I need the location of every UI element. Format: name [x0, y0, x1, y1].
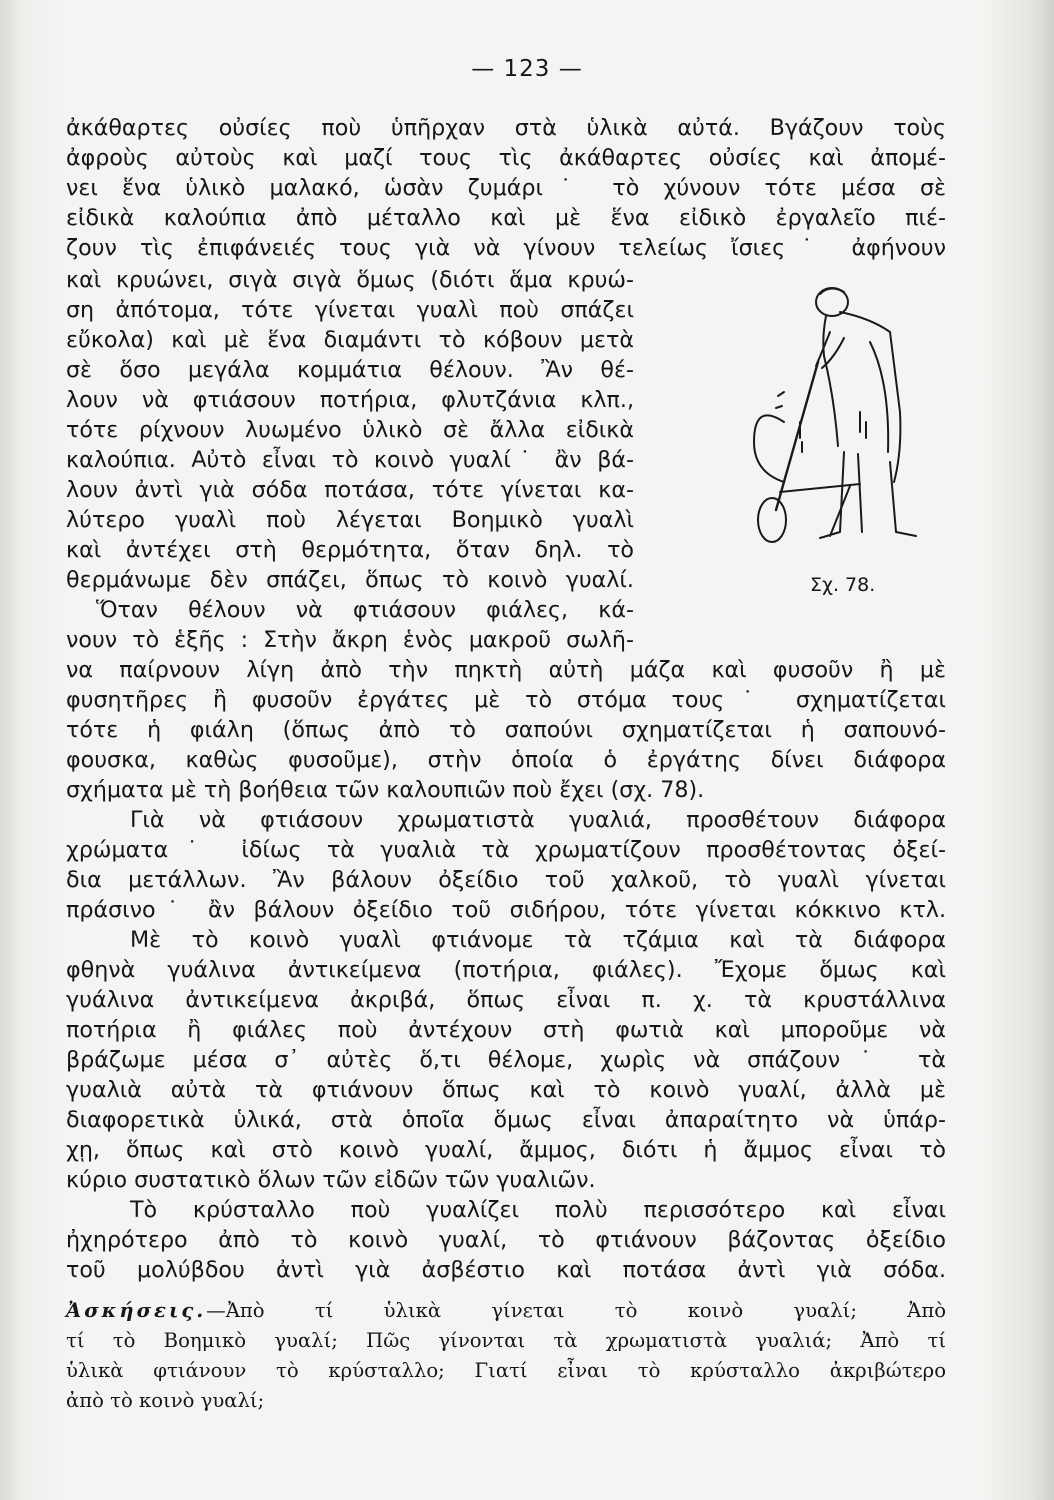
glassblower-illustration: [740, 272, 940, 562]
body-line: καὶ ἀντέχει στὴ θερμότητα, ὅταν δηλ. τὸ: [66, 537, 634, 563]
body-line: ση ἀπότομα, τότε γίνεται γυαλὶ ποὺ σπάζει: [66, 297, 634, 323]
body-line: Γιὰ νὰ φτιάσουν χρωματιστὰ γυαλιά, προσθέτουν διάφορα: [130, 807, 946, 833]
body-line: λύτερο γυαλὶ ποὺ λέγεται Βοημικὸ γυαλὶ: [66, 507, 634, 533]
body-line: ποτήρια ἢ φιάλες ποὺ ἀντέχουν στὴ φωτιὰ καὶ μποροῦμε νὰ: [66, 1017, 946, 1043]
body-line: εἰδικὰ καλούπια ἀπὸ μέταλλο καὶ μὲ ἕνα εἰδικὸ ἐργαλεῖο πιέ-: [66, 205, 946, 231]
body-line: βράζωμε μέσα σ᾿ αὐτὲς ὅ,τι θέλομε, χωρὶς νὰ σπάζουν˙ τὰ: [66, 1047, 946, 1073]
body-line: καὶ κρυώνει, σιγὰ σιγὰ ὅμως (διότι ἅμα κρυώ-: [66, 267, 634, 293]
body-line: γυάλινα ἀντικείμενα ἀκριβά, ὅπως εἶναι π. χ. τὰ κρυστάλλινα: [66, 987, 946, 1013]
exercise-text: —Ἀπὸ τί ὑλικὰ γίνεται τὸ κοινὸ γυαλί; Ἀπὸ: [206, 1299, 946, 1322]
body-line: λουν νὰ φτιάσουν ποτήρια, φλυτζάνια κλπ.,: [66, 387, 634, 413]
body-line: πράσινο˙ ἂν βάλουν ὀξείδιο τοῦ σιδήρου, τότε γίνεται κόκκινο κτλ.: [66, 897, 946, 923]
body-line: κύριο συστατικὸ ὅλων τῶν εἰδῶν τῶν γυαλιῶν.: [66, 1167, 596, 1193]
body-line: τότε ρίχνουν λυωμένο ὑλικὸ σὲ ἄλλα εἰδικὰ: [66, 417, 634, 443]
figure-caption: Σχ. 78.: [810, 574, 876, 596]
body-line: χρώματα˙ ἰδίως τὰ γυαλιὰ τὰ χρωματίζουν προσθέτοντας ὀξεί-: [66, 837, 946, 863]
body-line: Ὅταν θέλουν νὰ φτιάσουν φιάλες, κά-: [96, 597, 634, 623]
body-line: καλούπια. Αὐτὸ εἶναι τὸ κοινὸ γυαλί˙ ἂν βά-: [66, 447, 634, 473]
body-line: λουν ἀντὶ γιὰ σόδα ποτάσα, τότε γίνεται κα-: [66, 477, 634, 503]
body-line: χῃ, ὅπως καὶ στὸ κοινὸ γυαλί, ἄμμος, διότι ἡ ἄμμος εἶναι τὸ: [66, 1137, 946, 1163]
page-number: — 123 —: [471, 56, 583, 82]
body-line: νει ἕνα ὑλικὸ μαλακό, ὡσὰν ζυμάρι˙ τὸ χύνουν τότε μέσα σὲ: [66, 175, 946, 201]
body-line: διαφορετικὰ ὑλικά, στὰ ὁποῖα ὅμως εἶναι ἀπαραίτητο νὰ ὑπάρ-: [66, 1107, 946, 1133]
exercise-line: ἀπὸ τὸ κοινὸ γυαλί;: [66, 1389, 265, 1412]
body-line: φυσητῆρες ἢ φυσοῦν ἐργάτες μὲ τὸ στόμα τους˙ σχηματίζεται: [66, 687, 946, 713]
body-line: ἠχηρότερο ἀπὸ τὸ κοινὸ γυαλί, τὸ φτιάνουν βάζοντας ὀξείδιο: [66, 1227, 946, 1253]
body-line: τότε ἡ φιάλη (ὅπως ἀπὸ τὸ σαπούνι σχηματίζεται ἡ σαπουνό-: [66, 717, 946, 743]
body-line: εὔκολα) καὶ μὲ ἕνα διαμάντι τὸ κόβουν μετὰ: [66, 327, 634, 353]
exercise-line: ὑλικὰ φτιάνουν τὸ κρύσταλλο; Γιατί εἶναι τὸ κρύσταλλο ἀκριβώτερο: [66, 1359, 946, 1382]
body-line: ἀκάθαρτες οὐσίες ποὺ ὑπῆρχαν στὰ ὑλικὰ αὐτά. Βγάζουν τοὺς: [66, 115, 946, 141]
body-line: ζουν τὶς ἐπιφάνειές τους γιὰ νὰ γίνουν τελείως ἴσιες˙ ἀφήνουν: [66, 235, 946, 261]
body-line: Τὸ κρύσταλλο ποὺ γυαλίζει πολὺ περισσότερο καὶ εἶναι: [130, 1197, 946, 1223]
body-line: ἀφροὺς αὐτοὺς καὶ μαζί τους τὶς ἀκάθαρτες οὐσίες καὶ ἀπομέ-: [66, 145, 946, 171]
body-line: Μὲ τὸ κοινὸ γυαλὶ φτιάνομε τὰ τζάμια καὶ τὰ διάφορα: [130, 927, 946, 953]
body-line: δια μετάλλων. Ἂν βάλουν ὀξείδιο τοῦ χαλκοῦ, τὸ γυαλὶ γίνεται: [66, 867, 946, 893]
body-line: σχήματα μὲ τὴ βοήθεια τῶν καλουπιῶν ποὺ ἔχει (σχ. 78).: [66, 777, 705, 803]
body-line: φουσκα, καθὼς φυσοῦμε), στὴν ὁποία ὁ ἐργάτης δίνει διάφορα: [66, 747, 946, 773]
exercises-heading: Ἀσκήσεις.: [66, 1299, 207, 1322]
body-line: να παίρνουν λίγη ἀπὸ τὴν πηκτὴ αὐτὴ μάζα καὶ φυσοῦν ἢ μὲ: [66, 657, 946, 683]
body-line: τοῦ μολύβδου ἀντὶ γιὰ ἀσβέστιο καὶ ποτάσα ἀντὶ γιὰ σόδα.: [66, 1257, 946, 1283]
body-line: σὲ ὅσο μεγάλα κομμάτια θέλουν. Ἂν θέ-: [66, 357, 634, 383]
exercise-line: [66, 1296, 946, 1326]
exercise-line: τί τὸ Βοημικὸ γυαλί; Πῶς γίνονται τὰ χρωματιστὰ γυαλιά; Ἀπὸ τί: [66, 1329, 946, 1352]
body-line: γυαλιὰ αὐτὰ τὰ φτιάνουν ὅπως καὶ τὸ κοινὸ γυαλί, ἀλλὰ μὲ: [66, 1077, 946, 1103]
body-line: θερμάνωμε δὲν σπάζει, ὅπως τὸ κοινὸ γυαλί.: [66, 567, 634, 593]
body-line: νουν τὸ ἑξῆς : Στὴν ἄκρη ἑνὸς μακροῦ σωλῆ-: [66, 627, 634, 653]
body-line: φθηνὰ γυάλινα ἀντικείμενα (ποτήρια, φιάλες). Ἔχομε ὅμως καὶ: [66, 957, 946, 983]
